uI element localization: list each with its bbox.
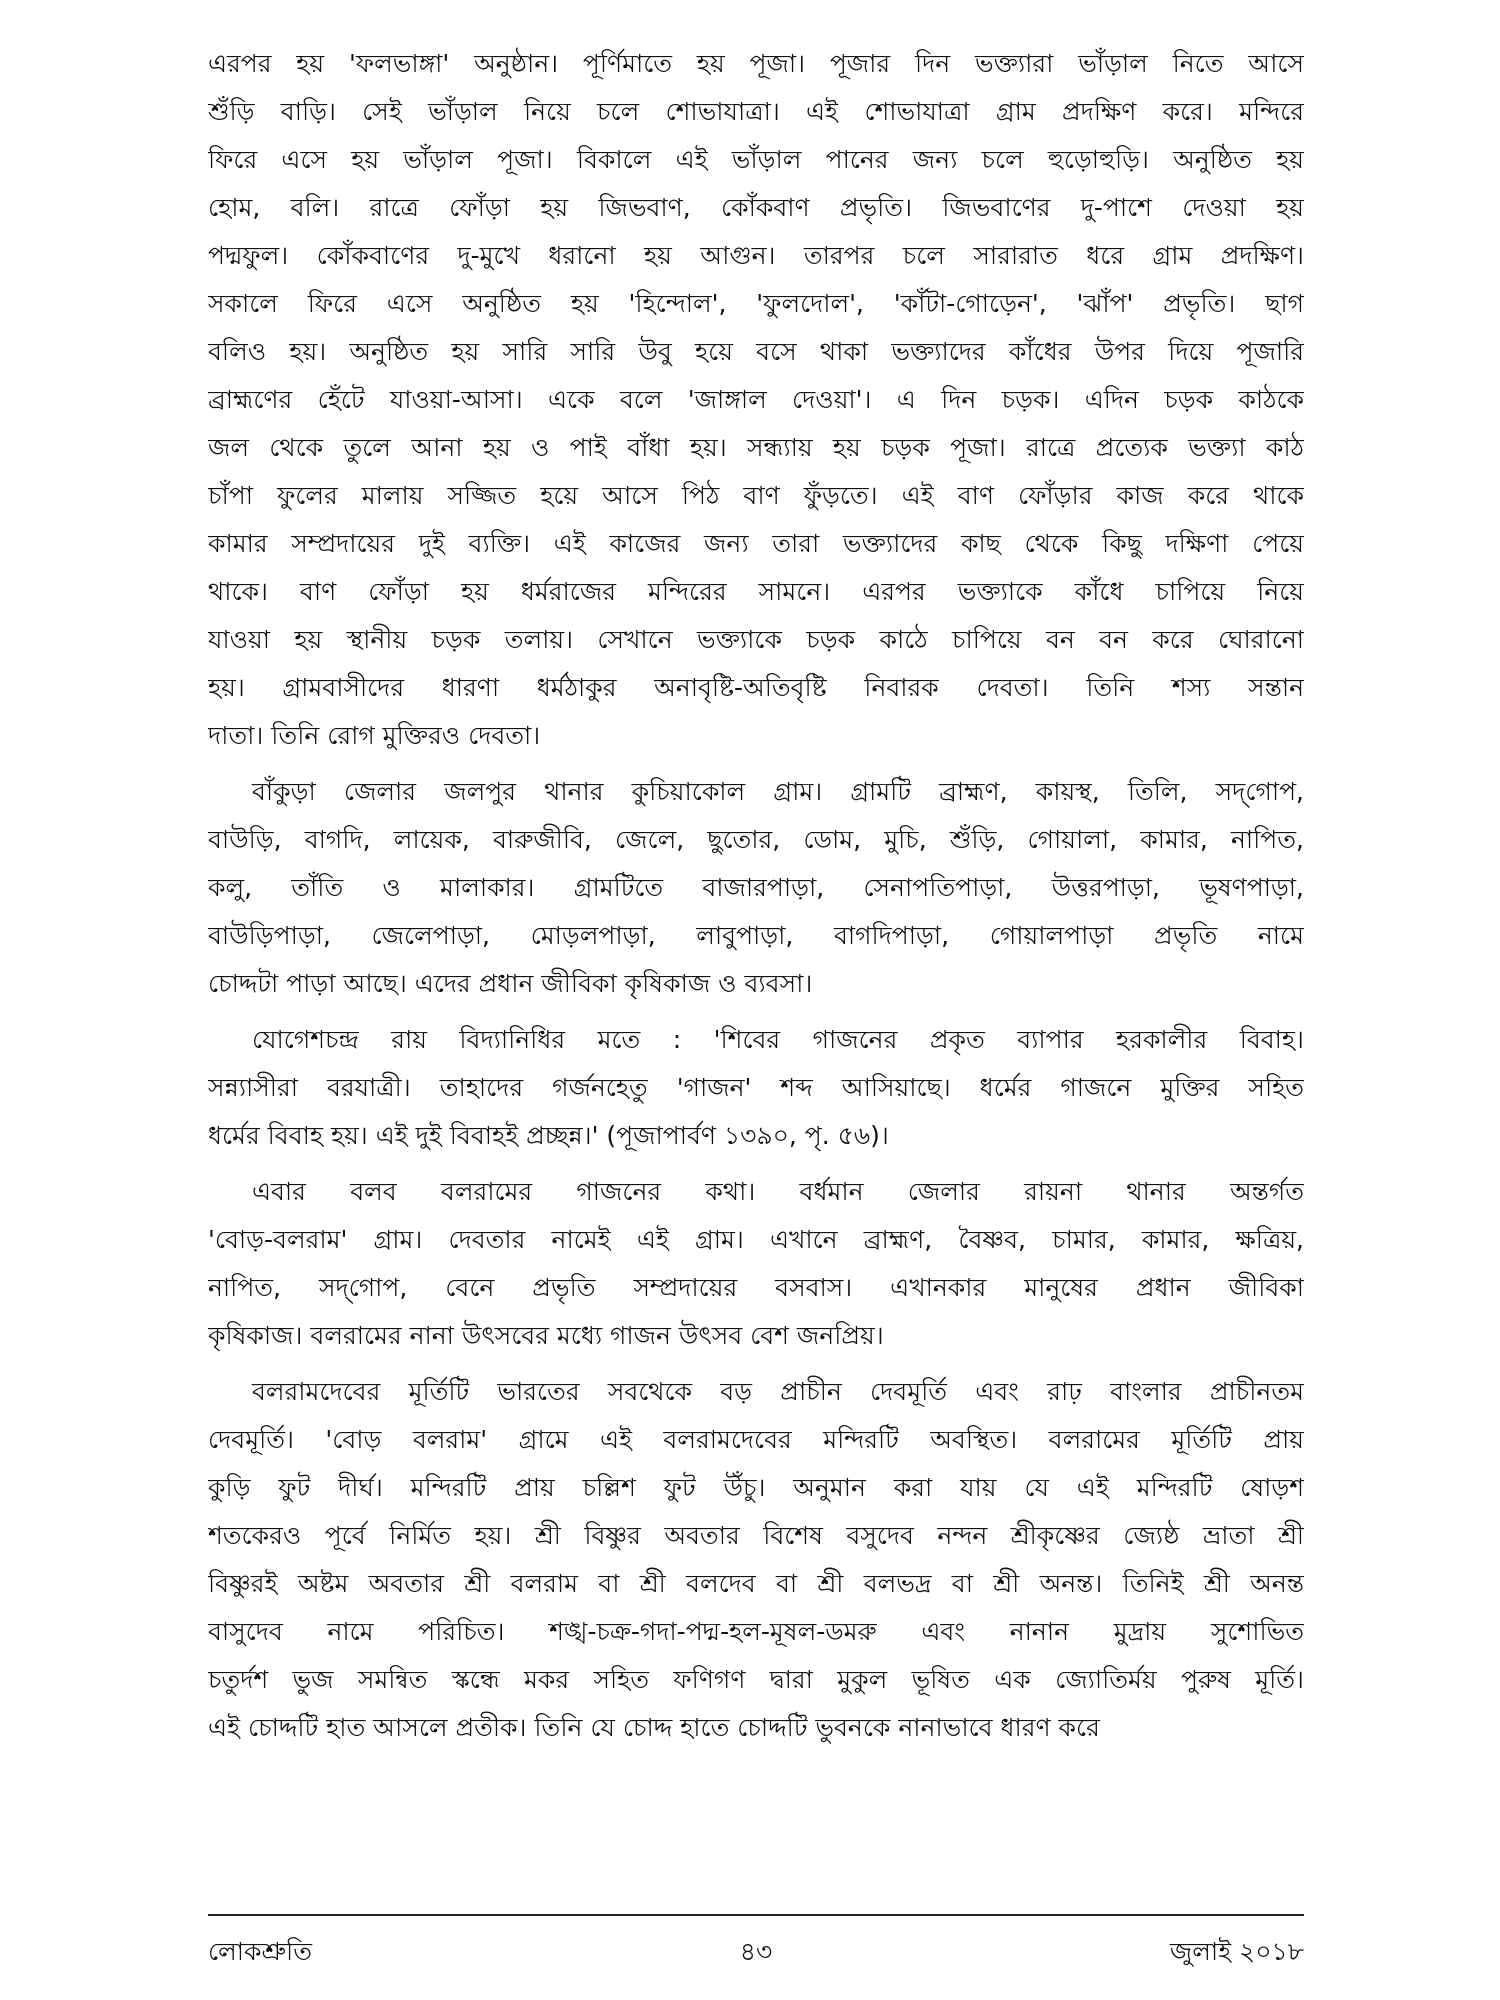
text-line: হয়। গ্রামবাসীদের ধারণা ধর্মঠাকুর অনাবৃষ্টি-অতিবৃষ্টি নিবারক দেবতা। তিনি শস্য সন্তান: [208, 673, 1304, 702]
paragraph: [208, 40, 1304, 760]
text-line: এই চোদ্দটি হাত আসলে প্রতীক। তিনি যে চোদ্দ হাতে চোদ্দটি ভুবনকে নানাভাবে ধারণ করে: [208, 1713, 1100, 1742]
text-line: শুঁড়ি বাড়ি। সেই ভাঁড়াল নিয়ে চলে শোভাযাত্রা। এই শোভাযাত্রা গ্রাম প্রদক্ষিণ করে। মন্দিরে: [208, 97, 1304, 126]
text-line: যোগেশচন্দ্র রায় বিদ্যানিধির মতে : 'শিবের গাজনের প্রকৃত ব্যাপার হরকালীর বিবাহ।: [252, 1025, 1304, 1054]
text-line: বাউড়ি, বাগদি, লায়েক, বারুজীবি, জেলে, ছুতোর, ডোম, মুচি, শুঁড়ি, গোয়ালা, কামার, নাপিত,: [208, 825, 1304, 854]
footer-rule: [208, 1914, 1304, 1916]
text-line: ফিরে এসে হয় ভাঁড়াল পূজা। বিকালে এই ভাঁড়াল পানের জন্য চলে হুড়োহুড়ি। অনুষ্ঠিত হয়: [208, 145, 1304, 174]
text-line: দাতা। তিনি রোগ মুক্তিরও দেবতা।: [208, 721, 541, 750]
text-line: বাসুদেব নামে পরিচিত। শঙ্খ-চক্র-গদা-পদ্ম-হল-মূষল-ডমরু এবং নানান মুদ্রায় সুশোভিত: [208, 1617, 1304, 1646]
paragraph: [208, 1368, 1304, 1752]
text-line: যাওয়া হয় স্থানীয় চড়ক তলায়। সেখানে ভক্ত্যাকে চড়ক কাঠে চাপিয়ে বন বন করে ঘোরানো: [208, 625, 1304, 654]
paragraph: [208, 1016, 1304, 1160]
text-line: ধর্মের বিবাহ হয়। এই দুই বিবাহই প্রচ্ছন্ন।' (পূজাপার্বণ ১৩৯০, পৃ. ৫৬)।: [208, 1121, 889, 1150]
text-line: ব্রাহ্মণের হেঁটে যাওয়া-আসা। একে বলে 'জাঙ্গাল দেওয়া'। এ দিন চড়ক। এদিন চড়ক কাঠকে: [208, 385, 1304, 414]
page-number: ৪৩: [739, 1937, 773, 1966]
text-line: চোদ্দটা পাড়া আছে। এদের প্রধান জীবিকা কৃষিকাজ ও ব্যবসা।: [208, 969, 813, 998]
text-line: সন্ন্যাসীরা বরযাত্রী। তাহাদের গর্জনহেতু 'গাজন' শব্দ আসিয়াছে। ধর্মের গাজনে মুক্তির সহিত: [208, 1073, 1304, 1102]
text-line: বলরামদেবের মূর্তিটি ভারতের সবথেকে বড় প্রাচীন দেবমূর্তি এবং রাঢ় বাংলার প্রাচীনতম: [252, 1377, 1304, 1406]
text-line: থাকে। বাণ ফোঁড়া হয় ধর্মরাজের মন্দিরের সামনে। এরপর ভক্ত্যাকে কাঁধে চাপিয়ে নিয়ে: [208, 577, 1304, 606]
journal-name: লোকশ্রুতি: [208, 1937, 312, 1966]
text-line: 'বোড়-বলরাম' গ্রাম। দেবতার নামেই এই গ্রাম। এখানে ব্রাহ্মণ, বৈষ্ণব, চামার, কামার, ক্ষত্রিয়,: [208, 1225, 1304, 1254]
paragraph: [208, 1168, 1304, 1360]
text-line: বাঁকুড়া জেলার জলপুর থানার কুচিয়াকোল গ্রাম। গ্রামটি ব্রাহ্মণ, কায়স্থ, তিলি, সদ্‌গোপ,: [252, 777, 1304, 806]
text-line: সকালে ফিরে এসে অনুষ্ঠিত হয় 'হিন্দোল', 'ফুলদোল', 'কাঁটা-গোড়েন', 'ঝাঁপ' প্রভৃতি। ছাগ: [208, 289, 1304, 318]
text-line: হোম, বলি। রাত্রে ফোঁড়া হয় জিভবাণ, কোঁকবাণ প্রভৃতি। জিভবাণের দু-পাশে দেওয়া হয়: [208, 193, 1304, 222]
text-line: কুড়ি ফুট দীর্ঘ। মন্দিরটি প্রায় চল্লিশ ফুট উঁচু। অনুমান করা যায় যে এই মন্দিরটি ষোড়শ: [208, 1473, 1304, 1502]
text-line: বলিও হয়। অনুষ্ঠিত হয় সারি সারি উবু হয়ে বসে থাকা ভক্ত্যাদের কাঁধের উপর দিয়ে পূজারি: [208, 337, 1304, 366]
text-line: বাউড়িপাড়া, জেলেপাড়া, মোড়লপাড়া, লাবুপাড়া, বাগদিপাড়া, গোয়ালপাড়া প্রভৃতি নামে: [208, 921, 1304, 950]
text-line: দেবমূর্তি। 'বোড় বলরাম' গ্রামে এই বলরামদেবের মন্দিরটি অবস্থিত। বলরামের মূর্তিটি প্রায়: [208, 1425, 1304, 1454]
paragraph: [208, 768, 1304, 1008]
page-footer: [208, 1932, 1304, 1972]
text-line: বিষ্ণুরই অষ্টম অবতার শ্রী বলরাম বা শ্রী বলদেব বা শ্রী বলভদ্র বা শ্রী অনন্ত। তিনিই শ্রী অনন্ত: [208, 1569, 1304, 1598]
issue-date: জুলাই ২০১৮: [1169, 1937, 1304, 1966]
text-line: চতুর্দশ ভুজ সমন্বিত স্কন্ধে মকর সহিত ফণিগণ দ্বারা মুকুল ভূষিত এক জ্যোতির্ময় পুরুষ মূর্তি।: [208, 1665, 1304, 1694]
text-line: কামার সম্প্রদায়ের দুই ব্যক্তি। এই কাজের জন্য তারা ভক্ত্যাদের কাছ থেকে কিছু দক্ষিণা পেয়ে: [208, 529, 1304, 558]
text-line: পদ্মফুল। কোঁকবাণের দু-মুখে ধরানো হয় আগুন। তারপর চলে সারারাত ধরে গ্রাম প্রদক্ষিণ।: [208, 241, 1304, 270]
text-line: চাঁপা ফুলের মালায় সজ্জিত হয়ে আসে পিঠ বাণ ফুঁড়তে। এই বাণ ফোঁড়ার কাজ করে থাকে: [208, 481, 1304, 510]
text-line: জল থেকে তুলে আনা হয় ও পাই বাঁধা হয়। সন্ধ্যায় হয় চড়ক পূজা। রাত্রে প্রত্যেক ভক্ত্যা কাঠ: [208, 433, 1304, 462]
text-line: এবার বলব বলরামের গাজনের কথা। বর্ধমান জেলার রায়না থানার অন্তর্গত: [252, 1177, 1304, 1206]
text-line: কৃষিকাজ। বলরামের নানা উৎসবের মধ্যে গাজন উৎসব বেশ জনপ্রিয়।: [208, 1321, 884, 1350]
text-line: কলু, তাঁতি ও মালাকার। গ্রামটিতে বাজারপাড়া, সেনাপতিপাড়া, উত্তরপাড়া, ভূষণপাড়া,: [208, 873, 1304, 902]
body-text: [208, 40, 1304, 1900]
text-line: এরপর হয় 'ফলভাঙ্গা' অনুষ্ঠান। পূর্ণিমাতে হয় পূজা। পূজার দিন ভক্ত্যারা ভাঁড়াল নিতে আসে: [208, 49, 1304, 78]
text-line: শতকেরও পূর্বে নির্মিত হয়। শ্রী বিষ্ণুর অবতার বিশেষ বসুদেব নন্দন শ্রীকৃষ্ণের জ্যেষ্ঠ ভ্রাতা শ্রী: [208, 1521, 1304, 1550]
text-line: নাপিত, সদ্‌গোপ, বেনে প্রভৃতি সম্প্রদায়ের বসবাস। এখানকার মানুষের প্রধান জীবিকা: [208, 1273, 1304, 1302]
